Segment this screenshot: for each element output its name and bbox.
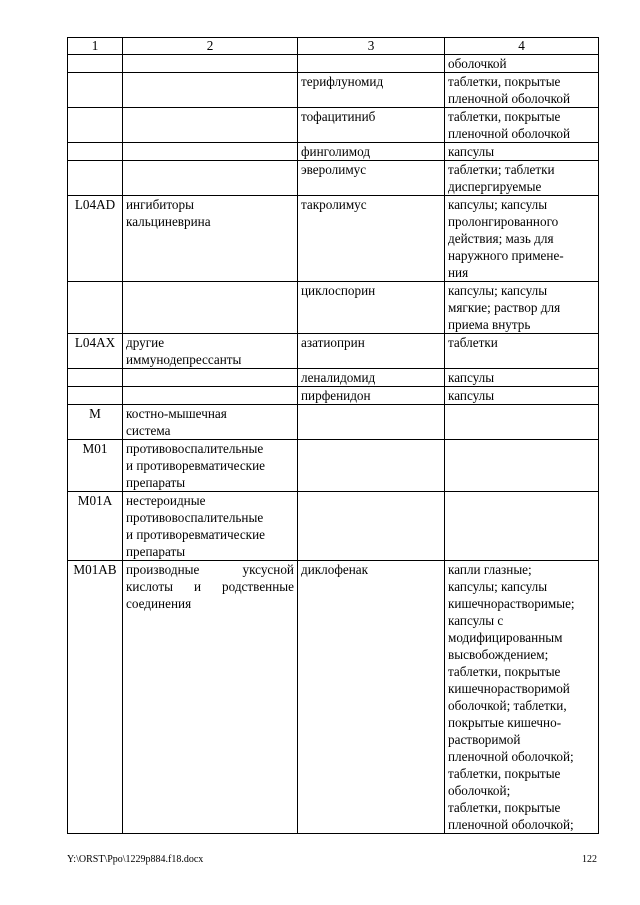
table-row [68, 369, 599, 387]
column-header-4: 4 [445, 38, 599, 55]
dosage-form-cell: капли глазные; капсулы; капсулы кишечнорастворимые; капсулы с модифицированным высвобождением; таблетки, покрытые кишечнорастворимой оболочкой; таблетки, покрытые кишечно- растворимой пленочной оболочкой; таблетки, покрытые оболочкой; таблетки, покрытые пленочной оболочкой; [445, 561, 599, 834]
table-row [68, 492, 599, 561]
dosage-form-cell: таблетки; таблетки диспергируемые [445, 161, 599, 196]
drug-name-cell: диклофенак [298, 561, 445, 834]
drug-name-cell: пирфенидон [298, 387, 445, 405]
group-name-cell [123, 282, 298, 334]
atc-code-cell [68, 369, 123, 387]
header-row [68, 38, 599, 55]
atc-code-cell: L04AX [68, 334, 123, 369]
dosage-form-cell: капсулы [445, 369, 599, 387]
drug-name-cell: циклоспорин [298, 282, 445, 334]
atc-code-cell: M01 [68, 440, 123, 492]
column-header-2: 2 [123, 38, 298, 55]
drug-name-cell [298, 55, 445, 73]
table-row [68, 143, 599, 161]
atc-code-cell: M01A [68, 492, 123, 561]
drug-name-cell [298, 492, 445, 561]
drug-name-cell: такролимус [298, 196, 445, 282]
atc-code-cell: M01AB [68, 561, 123, 834]
dosage-form-cell [445, 440, 599, 492]
group-name-cell: другие иммунодепрессанты [123, 334, 298, 369]
drug-name-cell: азатиоприн [298, 334, 445, 369]
table-row [68, 108, 599, 143]
drug-name-cell [298, 405, 445, 440]
group-name-cell: производные уксусной кислоты и родственные соединения [123, 561, 298, 834]
dosage-form-cell: капсулы [445, 387, 599, 405]
atc-code-cell [68, 387, 123, 405]
dosage-form-cell: оболочкой [445, 55, 599, 73]
group-name-cell: костно-мышечная система [123, 405, 298, 440]
dosage-form-cell: таблетки, покрытые пленочной оболочкой [445, 108, 599, 143]
drug-name-cell: финголимод [298, 143, 445, 161]
dosage-form-cell: капсулы; капсулы пролонгированного действия; мазь для наружного примене- ния [445, 196, 599, 282]
atc-code-cell: M [68, 405, 123, 440]
drug-name-cell [298, 440, 445, 492]
group-name-cell [123, 143, 298, 161]
group-name-cell [123, 161, 298, 196]
column-header-3: 3 [298, 38, 445, 55]
dosage-form-cell [445, 492, 599, 561]
group-name-cell: нестероидные противовоспалительные и противоревматические препараты [123, 492, 298, 561]
drug-name-cell: терифлуномид [298, 73, 445, 108]
atc-code-cell [68, 73, 123, 108]
table-row [68, 55, 599, 73]
table-row [68, 282, 599, 334]
atc-code-cell [68, 55, 123, 73]
footer-page-number: 122 [582, 854, 597, 865]
group-name-cell: ингибиторы кальциневрина [123, 196, 298, 282]
column-header-1: 1 [68, 38, 123, 55]
footer-file-path: Y:\ORST\Ppo\1229p884.f18.docx [67, 854, 204, 865]
table-row [68, 561, 599, 834]
group-name-cell [123, 387, 298, 405]
table-row [68, 387, 599, 405]
atc-code-cell [68, 282, 123, 334]
atc-code-cell: L04AD [68, 196, 123, 282]
table-row [68, 440, 599, 492]
drug-name-cell: тофацитиниб [298, 108, 445, 143]
dosage-form-cell [445, 405, 599, 440]
dosage-form-cell: таблетки [445, 334, 599, 369]
group-name-cell [123, 369, 298, 387]
group-name-cell [123, 108, 298, 143]
drug-classification-table [67, 37, 599, 834]
table-row [68, 334, 599, 369]
group-name-cell [123, 55, 298, 73]
table-row [68, 405, 599, 440]
dosage-form-cell: таблетки, покрытые пленочной оболочкой [445, 73, 599, 108]
drug-name-cell: леналидомид [298, 369, 445, 387]
dosage-form-cell: капсулы [445, 143, 599, 161]
table-row [68, 196, 599, 282]
atc-code-cell [68, 161, 123, 196]
atc-code-cell [68, 143, 123, 161]
table-row [68, 161, 599, 196]
group-name-cell [123, 73, 298, 108]
drug-name-cell: эверолимус [298, 161, 445, 196]
atc-code-cell [68, 108, 123, 143]
group-name-cell: противовоспалительные и противоревматические препараты [123, 440, 298, 492]
table-row [68, 73, 599, 108]
dosage-form-cell: капсулы; капсулы мягкие; раствор для приема внутрь [445, 282, 599, 334]
